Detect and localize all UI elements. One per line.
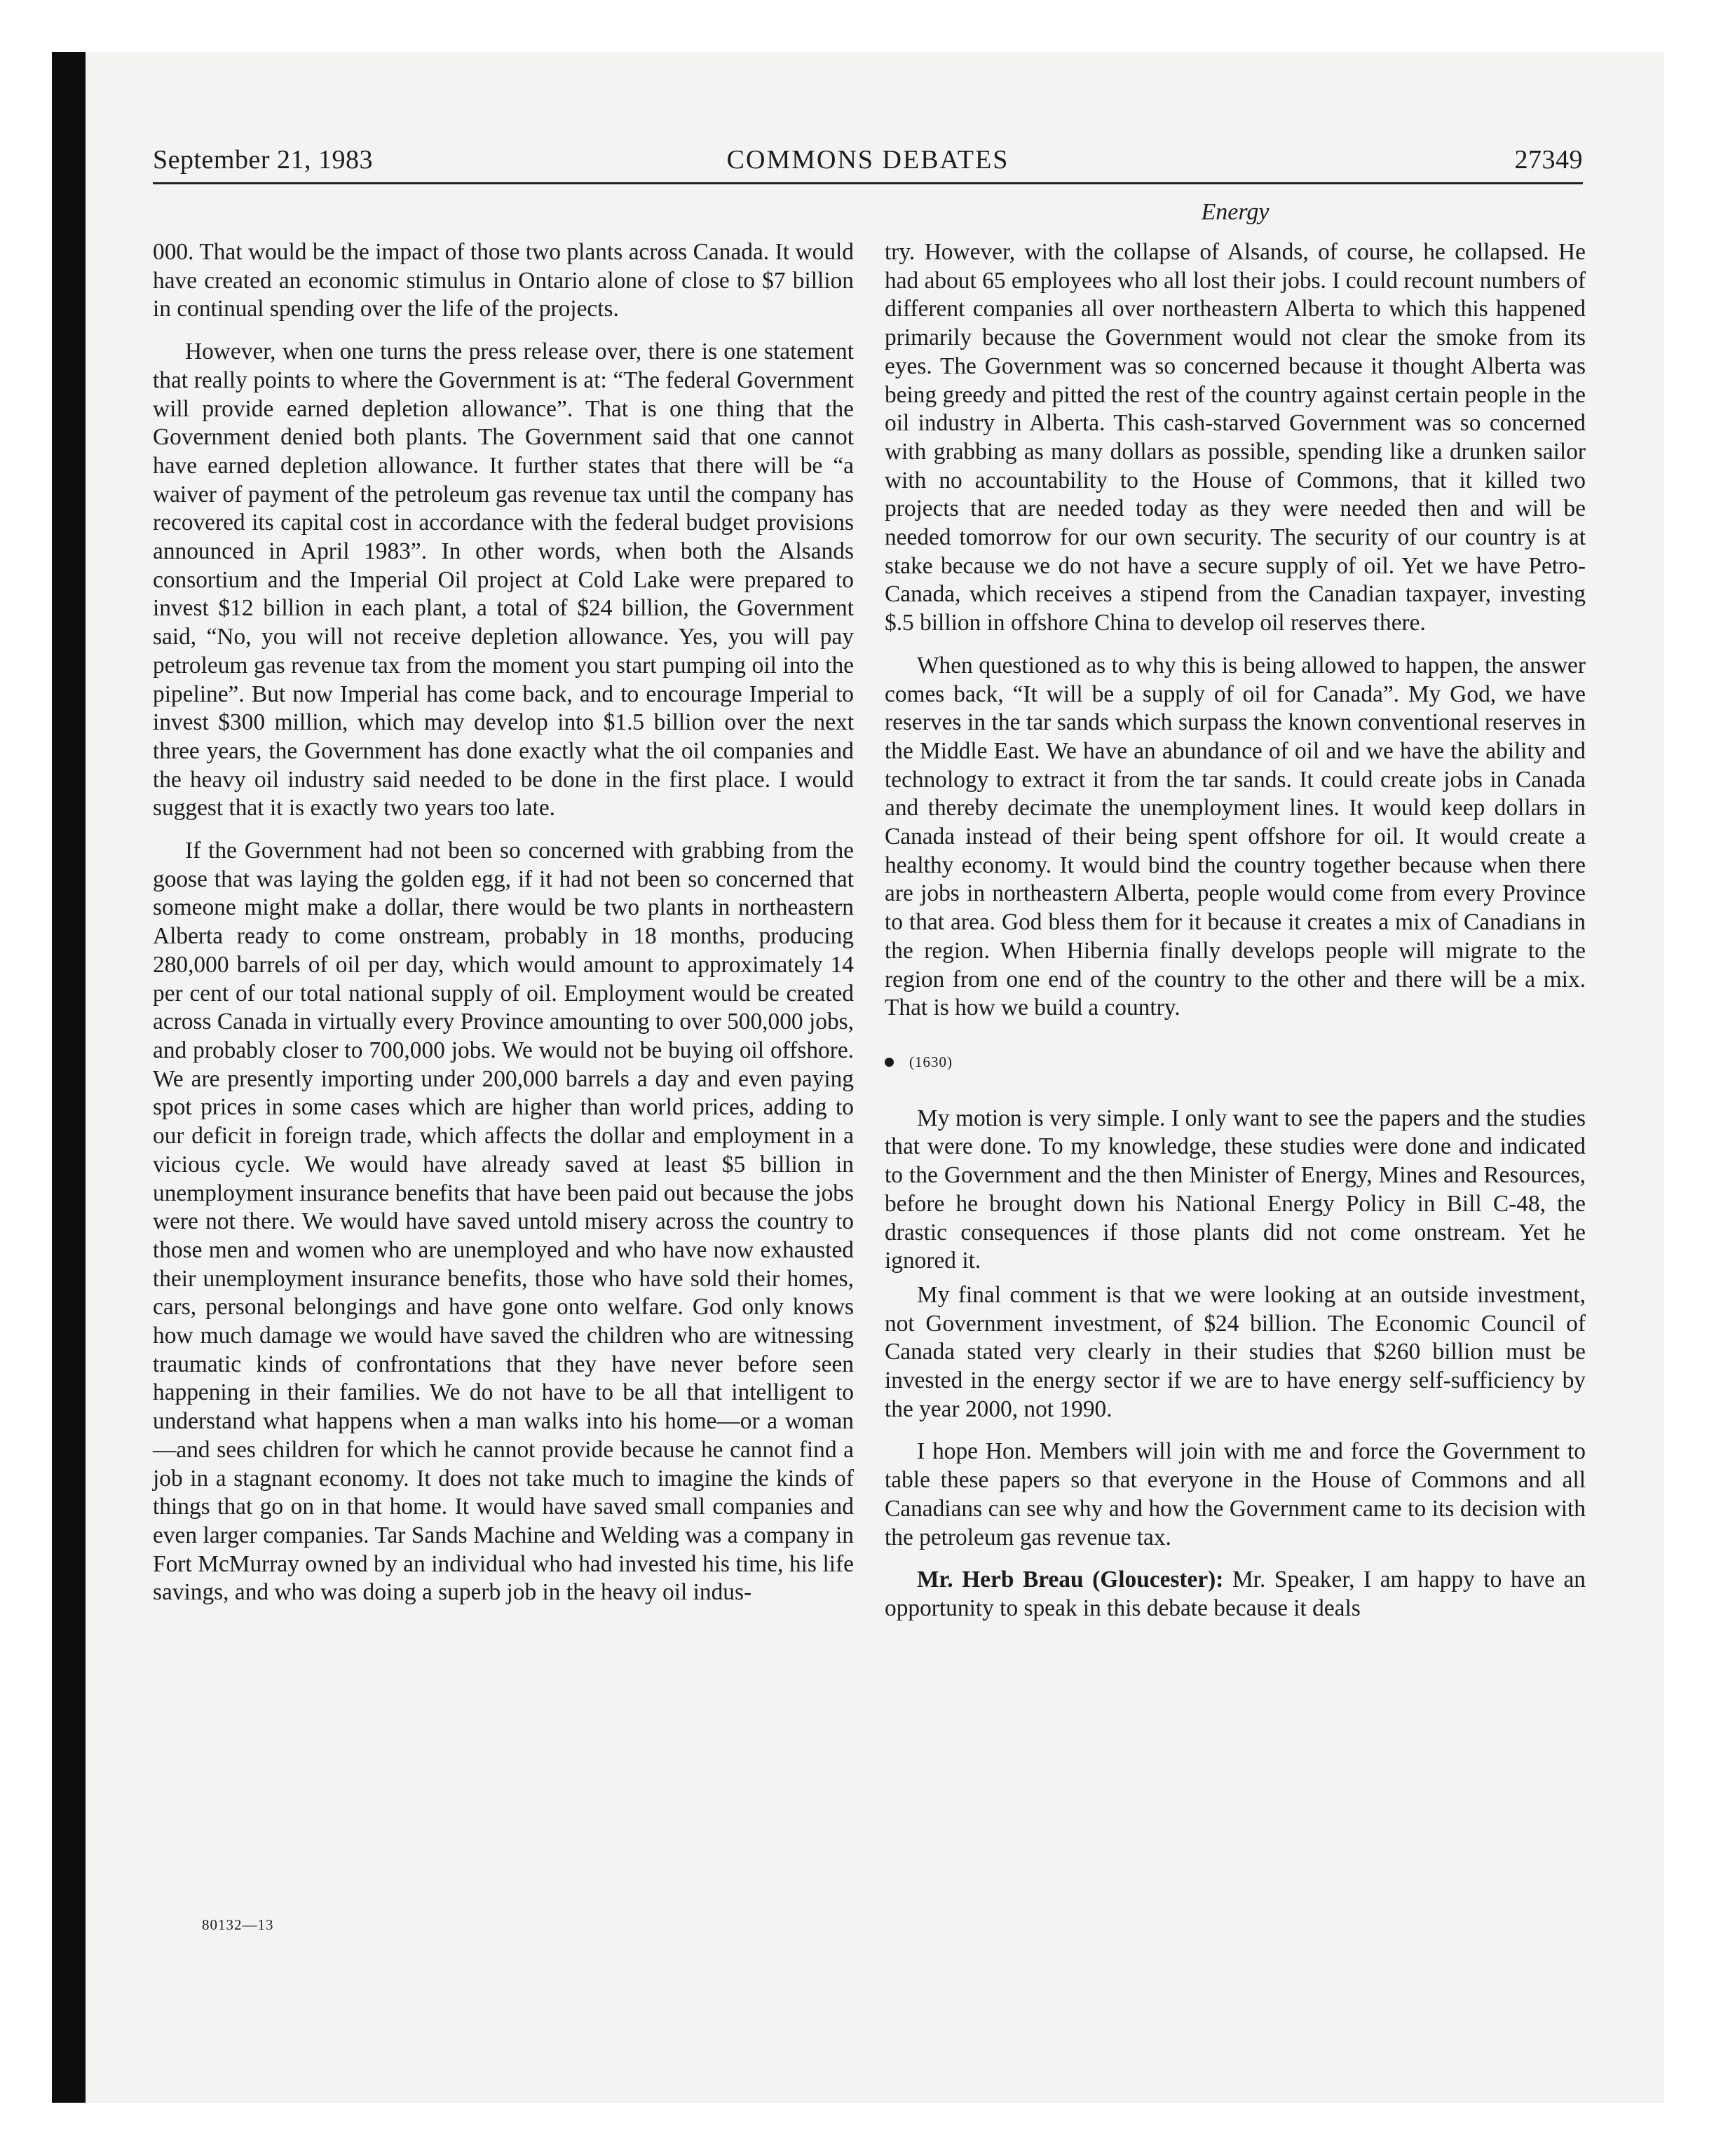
time-marker [885,1048,1586,1077]
header-page-number: 27349 [1514,145,1583,175]
scan-binding-edge [52,52,86,2103]
paragraph: 000. That would be the impact of those two plants across Canada. It would have created an economic stimulus in Ontario alone of close to $7 billion in continual spending over the life of the projects. [153,239,854,322]
time-marker-label: (1630) [909,1053,953,1070]
header-title: COMMONS DEBATES [726,145,1009,175]
footer-code: 80132—13 [202,1916,274,1933]
speaker-text: Mr. Speaker, I am happy to have an opportunity to speak in this debate because it deals [885,1567,1586,1621]
bullet-icon [885,1058,894,1067]
section-heading: Energy [1201,199,1270,225]
speaker-paragraph [885,1566,1586,1623]
paragraph: However, when one turns the press release over, there is one statement that really points to where the Government is at: “The federal Government will provide earned depletion allowance”. That is one thing that the Government denied both plants. The Government said that one cannot have earned depletion allowance. It further states that there will be “a waiver of payment of the petroleum gas revenue tax until the company has recovered its capital cost in accordance with the federal budget provisions announced in April 1983”. In other words, when both the Alsands consortium and the Imperial Oil project at Cold Lake were prepared to invest $12 billion in each plant, a total of $24 billion, the Government said, “No, you will not receive depletion allowance. Yes, you will pay petroleum gas revenue tax from the moment you start pumping oil into the pipeline”. But now Imperial has come back, and to encourage Imperial to invest $300 million, which may develop into $1.5 billion over the next three years, the Government has done exactly what the oil companies and the heavy oil industry said needed to be done in the first place. I would suggest that it is exactly two years too late. [153,339,854,821]
paragraph: My final comment is that we were looking at an outside investment, not Government investment, of $24 billion. The Economic Council of Canada stated very clearly in their studies that $260 billion must be invested in the energy sector if we are to have energy self-sufficiency by the year 2000, not 1990. [885,1281,1586,1422]
paragraph: I hope Hon. Members will join with me and force the Government to table these papers so that everyone in the House of Commons and all Canadians can see why and how the Government came to its decision with the petroleum gas revenue tax. [885,1438,1586,1550]
page-header [153,144,1583,184]
paragraph: When questioned as to why this is being allowed to happen, the answer comes back, “It will be a supply of oil for Canada”. My God, we have reserves in the tar sands which surpass the known conventional reserves in the Middle East. We have an abundance of oil and we have the ability and technology to extract it from the tar sands. It could create jobs in Canada and thereby decimate the unemployment lines. It would keep dollars in Canada instead of their being spent offshore for oil. It would create a healthy economy. It would bind the country together because when there are jobs in northeastern Alberta, people would come from every Province to that area. God bless them for it because it creates a mix of Canadians in the region. When Hibernia finally develops people will migrate to the region from one end of the country to the other and there will be a mix. That is how we build a country. [885,652,1586,1021]
paragraph: try. However, with the collapse of Alsands, of course, he collapsed. He had about 65 employees who all lost their jobs. I could recount numbers of different companies all over northeastern Alberta to which this happened primarily because the Government would not clear the smoke from its eyes. The Government was so concerned because it thought Alberta was being greedy and pitted the rest of the country against certain people in the oil industry in Alberta. This cash-starved Government was so concerned with grabbing as many dollars as possible, spending like a drunken sailor with no accountability to the House of Commons, that it killed two projects that are needed today as they were needed then and will be needed tomorrow for our own security. The security of our country is at stake because we do not have a secure supply of oil. Yet we have Petro-Canada, which receives a stipend from the Canadian taxpayer, investing $.5 billion in offshore China to develop oil reserves there. [885,239,1586,636]
paragraph: My motion is very simple. I only want to see the papers and the studies that were done. To my knowledge, these studies were done and indicated to the Government and the then Minister of Energy, Mines and Resources, before he brought down his National Energy Policy in Bill C-48, the drastic consequences if those plants did not come onstream. Yet he ignored it. [885,1105,1586,1274]
header-date: September 21, 1983 [153,145,374,175]
right-column [885,238,1586,1623]
left-column [153,238,854,1607]
paragraph: If the Government had not been so concerned with grabbing from the goose that was laying the golden egg, if it had not been so concerned that someone might make a dollar, there would be two plants in northeastern Alberta ready to come onstream, probably in 18 months, producing 280,000 barrels of oil per day, which would amount to approximately 14 per cent of our total national supply of oil. Employment would be created across Canada in virtually every Province amounting to over 500,000 jobs, and probably closer to 700,000 jobs. We would not be buying oil offshore. We are presently importing under 200,000 barrels a day and even paying spot prices in some cases which are higher than world prices, adding to our deficit in foreign trade, which affects the dollar and employment in a vicious cycle. We would have already saved at least $5 billion in unemployment insurance benefits that have been paid out because the jobs were not there. We would have saved untold misery across the country to those men and women who are unemployed and who have now exhausted their unemployment insurance benefits, those who have sold their homes, cars, personal belongings and have gone onto welfare. God only knows how much damage we would have saved the children who are witnessing traumatic kinds of confrontations that they have never before seen happening in their families. We do not have to be all that intelligent to understand what happens when a man walks into his home—or a woman—and sees children for which he cannot provide because he cannot find a job in a stagnant economy. It does not take much to imagine the kinds of things that go on in that home. It would have saved small companies and even larger companies. Tar Sands Machine and Welding was a company in Fort McMurray owned by an individual who had invested his time, his life savings, and who was doing a superb job in the heavy oil indus- [153,838,854,1606]
speaker-name: Mr. Herb Breau (Gloucester): [917,1567,1224,1593]
